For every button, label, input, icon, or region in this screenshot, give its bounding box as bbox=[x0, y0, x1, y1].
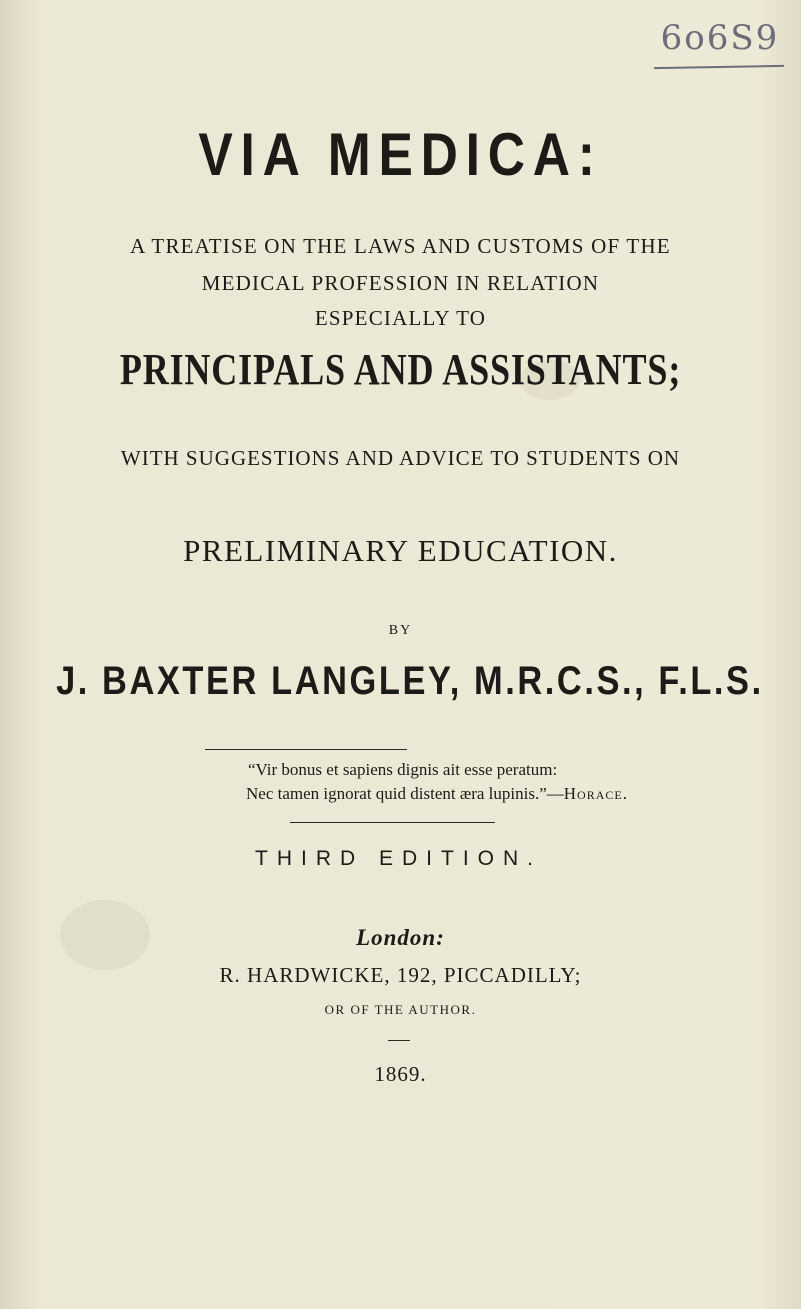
emphasis-heading: PRINCIPALS AND ASSISTANTS; bbox=[119, 345, 682, 394]
with-suggestions-line: WITH SUGGESTIONS AND ADVICE TO STUDENTS ON bbox=[120, 446, 681, 470]
shelfmark-underline bbox=[654, 65, 784, 69]
edition-statement: THIRD EDITION. bbox=[255, 847, 542, 870]
subtitle-line-2: MEDICAL PROFESSION IN RELATION bbox=[201, 271, 600, 295]
subtitle-line-1: A TREATISE ON THE LAWS AND CUSTOMS OF THE bbox=[130, 234, 671, 258]
epigraph-attribution: Horace. bbox=[563, 784, 628, 803]
epigraph-line-1: “Vir bonus et sapiens dignis ait esse peratum: bbox=[248, 760, 558, 779]
small-divider bbox=[388, 1040, 410, 1041]
author-note: OR OF THE AUTHOR. bbox=[324, 1002, 477, 1017]
preliminary-education-heading: PRELIMINARY EDUCATION. bbox=[183, 533, 618, 568]
publication-place: London: bbox=[356, 925, 445, 950]
publication-year: 1869. bbox=[374, 1062, 427, 1086]
epigraph-line-2: Nec tamen ignorat quid distent æra lupinis.”— bbox=[246, 784, 564, 803]
book-title: VIA MEDICA: bbox=[198, 121, 603, 188]
shelfmark-annotation bbox=[650, 18, 790, 74]
epigraph bbox=[246, 758, 628, 806]
by-label: BY bbox=[388, 623, 413, 638]
divider-rule-top bbox=[205, 749, 407, 750]
divider-rule-bottom bbox=[290, 822, 495, 823]
shelfmark-text: 6o6S9 bbox=[660, 18, 780, 58]
author-name: J. BAXTER LANGLEY, M.R.C.S., F.L.S. bbox=[56, 659, 764, 703]
publisher: R. HARDWICKE, 192, PICCADILLY; bbox=[219, 963, 582, 987]
subtitle-line-3: ESPECIALLY TO bbox=[314, 306, 487, 330]
epigraph-line-2-wrapper bbox=[246, 782, 628, 806]
